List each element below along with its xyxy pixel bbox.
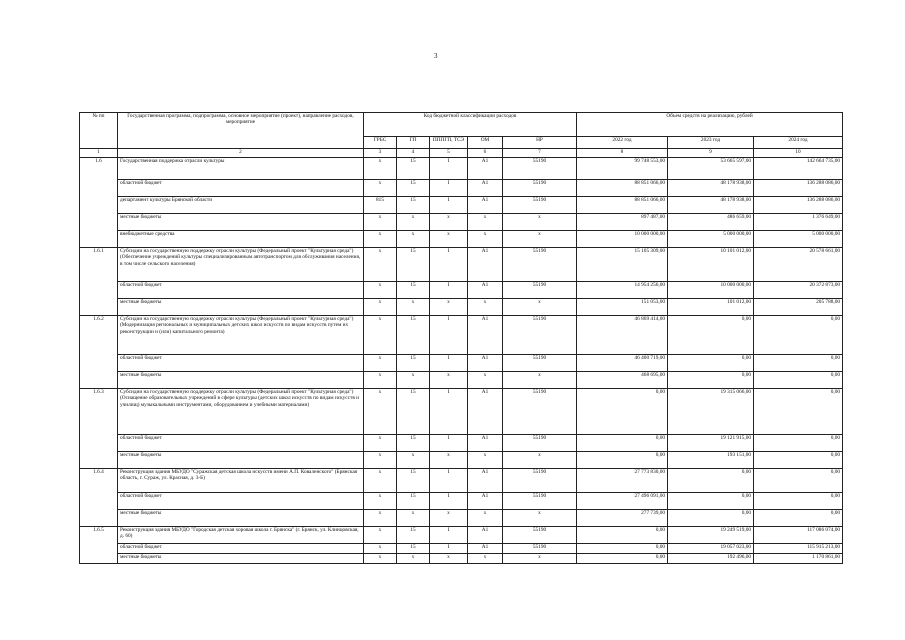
nr-cell: х [503,510,577,527]
amount-2023-cell: 0,00 [668,316,754,355]
table-row [80,158,843,180]
header-nr: НР [503,137,577,149]
column-number-row [80,149,843,158]
amount-2023-cell: 0,00 [668,355,754,372]
gp-cell: 15 [397,316,430,355]
gp-cell: 15 [397,158,430,180]
amount-2022-cell: 468 695,00 [577,372,668,389]
om-cell: А1 [468,435,503,452]
om-cell: х [468,554,503,564]
amount-2024-cell: 205 788,00 [754,299,843,316]
gp-cell: 15 [397,248,430,282]
grbs-cell: х [364,544,397,554]
gp-cell: 15 [397,469,430,493]
amount-2023-cell: 5 000 000,00 [668,231,754,248]
column-number: 5 [430,149,468,158]
amount-2023-cell: 193 151,00 [668,452,754,469]
column-number: 8 [577,149,668,158]
gp-cell: 15 [397,197,430,214]
table-row [80,180,843,197]
nr-cell: х [503,554,577,564]
amount-2023-cell: 19 315 066,00 [668,389,754,435]
item-name-cell: областной бюджет [118,435,364,452]
amount-2022-cell: 88 851 066,00 [577,180,668,197]
pppgp-cell: I [430,180,468,197]
om-cell: х [468,452,503,469]
grbs-cell: х [364,316,397,355]
header-pppgp: ПППГП, ТСЭ [430,137,468,149]
amount-2024-cell: 1 376 649,00 [754,214,843,231]
om-cell: А1 [468,282,503,299]
grbs-cell: х [364,372,397,389]
amount-2023-cell: 192 496,00 [668,554,754,564]
pppgp-cell: I [430,158,468,180]
pppgp-cell: х [430,299,468,316]
column-number: 7 [503,149,577,158]
amount-2022-cell: 0,00 [577,544,668,554]
header-year-2022: 2022 год [577,137,668,149]
pppgp-cell: I [430,389,468,435]
amount-2024-cell: 20 372 873,00 [754,282,843,299]
grbs-cell: 815 [364,197,397,214]
grbs-cell: х [364,510,397,527]
gp-cell: 15 [397,282,430,299]
nr-cell: 55190 [503,180,577,197]
table-row [80,389,843,435]
page-number: 3 [434,52,438,60]
grbs-cell: х [364,248,397,282]
header-grbs: ГРБС [364,137,397,149]
nr-cell: 55190 [503,248,577,282]
gp-cell: х [397,214,430,231]
column-number: 6 [468,149,503,158]
item-name-cell: местные бюджеты [118,372,364,389]
item-name-cell: Субсидии на государственную поддержку отрасли культуры (Федеральный проект "Культурная среда") (Обеспечение учреждений культуры специализированным автотранспортом для обслуживания населения, в том числе сельского населения) [118,248,364,282]
amount-2022-cell: 151 053,00 [577,299,668,316]
amount-2024-cell: 0,00 [754,510,843,527]
pppgp-cell: I [430,355,468,372]
pppgp-cell: I [430,544,468,554]
amount-2022-cell: 0,00 [577,554,668,564]
pppgp-cell: х [430,372,468,389]
item-name-cell: местные бюджеты [118,510,364,527]
pppgp-cell: х [430,510,468,527]
amount-2022-cell: 10 000 000,00 [577,231,668,248]
gp-cell: х [397,510,430,527]
om-cell: А1 [468,389,503,435]
header-year-2023: 2023 год [668,137,754,149]
amount-2022-cell: 897 487,00 [577,214,668,231]
amount-2022-cell: 0,00 [577,389,668,435]
amount-2023-cell: 48 178 938,00 [668,180,754,197]
column-number: 9 [668,149,754,158]
amount-2023-cell: 0,00 [668,510,754,527]
amount-2022-cell: 0,00 [577,452,668,469]
item-name-cell: Субсидии на государственную поддержку отрасли культуры (Федеральный проект "Культурная среда") (Модернизация региональных и муниципальных детских школ искусств по видам искусств путем их реконструкции и (или) капитального ремонта) [118,316,364,355]
om-cell: А1 [468,197,503,214]
amount-2022-cell: 277 739,00 [577,510,668,527]
grbs-cell: х [364,180,397,197]
header-year-2024: 2024 год [754,137,843,149]
gp-cell: х [397,299,430,316]
header-volume: Объем средств на реализацию, рублей [577,113,843,137]
gp-cell: х [397,372,430,389]
table-row [80,544,843,554]
pppgp-cell: х [430,452,468,469]
amount-2022-cell: 14 954 256,00 [577,282,668,299]
pppgp-cell: I [430,469,468,493]
gp-cell: х [397,231,430,248]
item-name-cell: Реконструкция здания МБУДО "Суражская детская школа искусств имени А.П. Коваленского" (Брянская область, г. Сураж, ул. Красная, д. 3-Б) [118,469,364,493]
amount-2023-cell: 10 000 000,00 [668,282,754,299]
table-row [80,248,843,282]
om-cell: х [468,299,503,316]
nr-cell: 55190 [503,527,577,544]
amount-2023-cell: 0,00 [668,469,754,493]
nr-cell: 55190 [503,355,577,372]
amount-2023-cell: 0,00 [668,372,754,389]
table-row [80,554,843,564]
nr-cell: 55190 [503,282,577,299]
table-body [80,158,843,564]
item-number-cell: 1.6.5 [80,527,118,564]
om-cell: А1 [468,355,503,372]
item-number-cell: 1.6.2 [80,316,118,389]
table-row [80,469,843,493]
item-name-cell: Реконструкция здания МБУДО "Городская детская хоровая школа г. Брянска" (г. Брянск, ул. Клинцовская, д. 60) [118,527,364,544]
header-name: Государственная программа, подпрограмма, основное мероприятие (проект), направление расходов, мероприятие [118,113,364,149]
amount-2024-cell: 20 578 661,00 [754,248,843,282]
amount-2023-cell: 101 012,00 [668,299,754,316]
item-name-cell: областной бюджет [118,544,364,554]
om-cell: х [468,372,503,389]
item-number-cell: 1.6 [80,158,118,248]
amount-2022-cell: 0,00 [577,435,668,452]
amount-2024-cell: 1 170 861,00 [754,554,843,564]
amount-2024-cell: 136 288 086,00 [754,197,843,214]
om-cell: А1 [468,316,503,355]
nr-cell: 55190 [503,158,577,180]
table-row [80,231,843,248]
grbs-cell: х [364,493,397,510]
grbs-cell: х [364,299,397,316]
amount-2024-cell: 142 664 735,00 [754,158,843,180]
amount-2024-cell: 0,00 [754,493,843,510]
pppgp-cell: х [430,214,468,231]
gp-cell: 15 [397,355,430,372]
amount-2024-cell: 0,00 [754,435,843,452]
nr-cell: 55190 [503,389,577,435]
gp-cell: х [397,452,430,469]
table-row [80,372,843,389]
nr-cell: х [503,452,577,469]
om-cell: х [468,214,503,231]
header-kbk: Код бюджетной классификации расходов [364,113,577,137]
gp-cell: 15 [397,527,430,544]
amount-2024-cell: 0,00 [754,452,843,469]
item-name-cell: Субсидии на государственную поддержку отрасли культуры (Федеральный проект "Культурная среда") (Оснащение образовательных учреждений в сфере культуры (детских школ искусств по видам искусств и училищ) музыкальными инструментами, оборудованием и учебными материалами) [118,389,364,435]
nr-cell: х [503,299,577,316]
pppgp-cell: I [430,248,468,282]
column-number: 10 [754,149,843,158]
item-name-cell: местные бюджеты [118,452,364,469]
amount-2024-cell: 0,00 [754,372,843,389]
nr-cell: 55190 [503,435,577,452]
item-name-cell: местные бюджеты [118,554,364,564]
amount-2024-cell: 115 915 213,00 [754,544,843,554]
amount-2024-cell: 5 000 000,00 [754,231,843,248]
amount-2022-cell: 46 869 414,00 [577,316,668,355]
gp-cell: х [397,554,430,564]
pppgp-cell: х [430,231,468,248]
pppgp-cell: I [430,527,468,544]
amount-2023-cell: 19 057 023,00 [668,544,754,554]
table-row [80,435,843,452]
table-row [80,214,843,231]
nr-cell: 55190 [503,197,577,214]
grbs-cell: х [364,389,397,435]
amount-2023-cell: 53 665 597,00 [668,158,754,180]
table-row [80,527,843,544]
header-num: № пп [80,113,118,149]
column-number: 3 [364,149,397,158]
pppgp-cell: х [430,554,468,564]
table-row [80,282,843,299]
pppgp-cell: I [430,435,468,452]
table-row [80,452,843,469]
pppgp-cell: I [430,493,468,510]
amount-2023-cell: 19 121 915,00 [668,435,754,452]
amount-2023-cell: 10 101 012,00 [668,248,754,282]
column-number: 2 [118,149,364,158]
gp-cell: 15 [397,389,430,435]
om-cell: А1 [468,158,503,180]
om-cell: А1 [468,544,503,554]
grbs-cell: х [364,231,397,248]
amount-2022-cell: 15 105 309,00 [577,248,668,282]
item-number-cell: 1.6.3 [80,389,118,469]
nr-cell: 55190 [503,316,577,355]
om-cell: х [468,231,503,248]
nr-cell: 55190 [503,544,577,554]
grbs-cell: х [364,282,397,299]
table-row [80,493,843,510]
pppgp-cell: I [430,316,468,355]
table-row [80,510,843,527]
item-number-cell: 1.6.1 [80,248,118,316]
om-cell: А1 [468,469,503,493]
column-number: 1 [80,149,118,158]
budget-table [79,112,843,564]
grbs-cell: х [364,452,397,469]
amount-2024-cell: 0,00 [754,389,843,435]
table-row [80,197,843,214]
header-om: ОМ [468,137,503,149]
om-cell: А1 [468,493,503,510]
grbs-cell: х [364,554,397,564]
item-name-cell: Государственная поддержка отрасли культуры [118,158,364,180]
amount-2024-cell: 0,00 [754,355,843,372]
om-cell: А1 [468,248,503,282]
amount-2022-cell: 0,00 [577,527,668,544]
pppgp-cell: I [430,282,468,299]
item-name-cell: областной бюджет [118,493,364,510]
amount-2022-cell: 99 748 553,00 [577,158,668,180]
amount-2024-cell: 0,00 [754,469,843,493]
nr-cell: 55190 [503,493,577,510]
amount-2022-cell: 88 851 066,00 [577,197,668,214]
grbs-cell: х [364,435,397,452]
budget-table-wrapper [79,112,843,564]
header-gp: ГП [397,137,430,149]
item-name-cell: областной бюджет [118,282,364,299]
grbs-cell: х [364,355,397,372]
item-name-cell: внебюджетные средства [118,231,364,248]
om-cell: х [468,510,503,527]
column-number: 4 [397,149,430,158]
om-cell: А1 [468,180,503,197]
amount-2024-cell: 0,00 [754,316,843,355]
gp-cell: 15 [397,544,430,554]
item-number-cell: 1.6.4 [80,469,118,527]
grbs-cell: х [364,158,397,180]
nr-cell: 55190 [503,469,577,493]
amount-2024-cell: 117 086 074,00 [754,527,843,544]
amount-2023-cell: 0,00 [668,493,754,510]
amount-2023-cell: 486 659,00 [668,214,754,231]
item-name-cell: местные бюджеты [118,299,364,316]
nr-cell: х [503,214,577,231]
item-name-cell: департамент культуры Брянской области [118,197,364,214]
om-cell: А1 [468,527,503,544]
gp-cell: 15 [397,493,430,510]
table-row [80,316,843,355]
nr-cell: х [503,231,577,248]
grbs-cell: х [364,469,397,493]
amount-2022-cell: 27 773 830,00 [577,469,668,493]
amount-2023-cell: 48 178 938,00 [668,197,754,214]
gp-cell: 15 [397,180,430,197]
amount-2022-cell: 46 400 719,00 [577,355,668,372]
amount-2023-cell: 19 249 519,00 [668,527,754,544]
table-row [80,299,843,316]
item-name-cell: областной бюджет [118,180,364,197]
amount-2024-cell: 136 288 086,00 [754,180,843,197]
pppgp-cell: I [430,197,468,214]
grbs-cell: х [364,214,397,231]
grbs-cell: х [364,527,397,544]
item-name-cell: областной бюджет [118,355,364,372]
header-row-1 [80,113,843,137]
table-row [80,355,843,372]
amount-2022-cell: 27 496 091,00 [577,493,668,510]
nr-cell: х [503,372,577,389]
item-name-cell: местные бюджеты [118,214,364,231]
gp-cell: 15 [397,435,430,452]
